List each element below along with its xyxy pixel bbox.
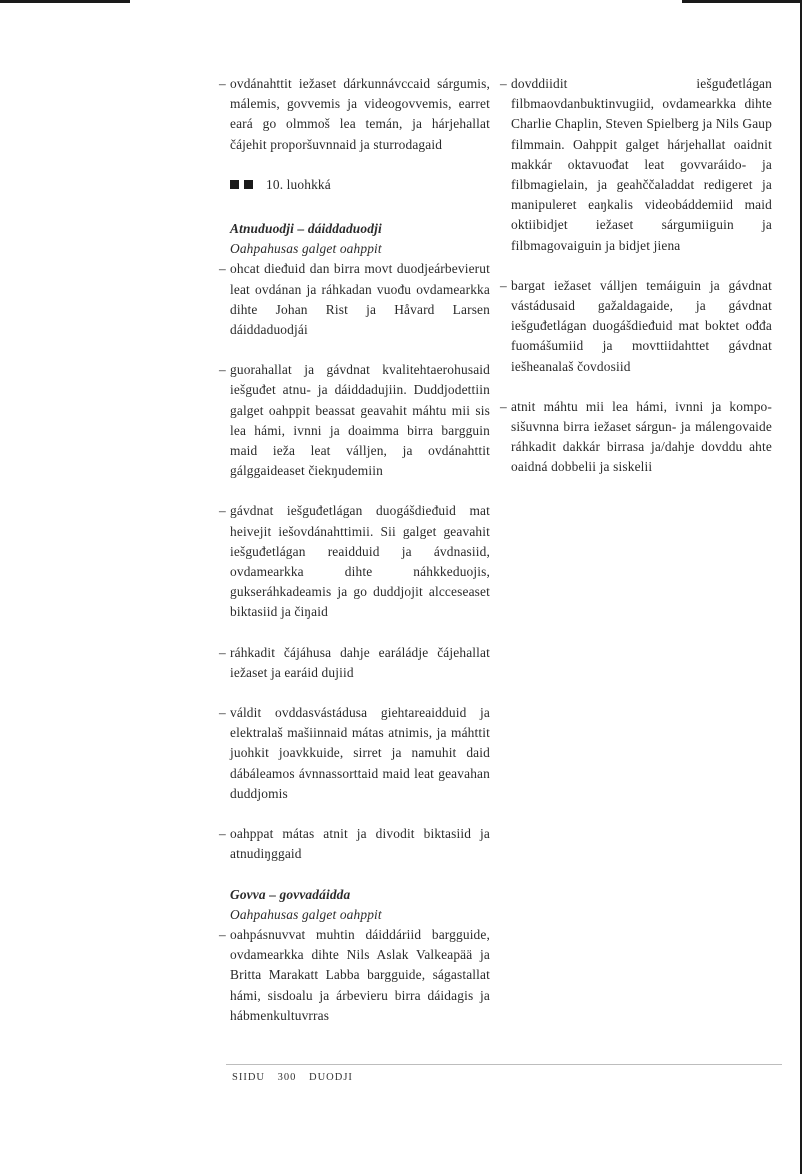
list-item-text: dovddiidit iešguđetlágan filbmaovdanbuktinvugiid, ovdamearkka dihte Charlie Chaplin, Steven Spielberg ja Nils Gaup filmmain. Oahppit galget hárjehallat oaidnit makkár oktavuođat leat govvaráido- ja filbmagielain, ja geahččaladdat redigeret ja manipuleret eaŋkalis videobáddemiid maid oktiibidjet iežaset sárgumiiguin ja filbmagovaiguin ja bidjet jiena [511,76,772,253]
page-footer [232,1072,362,1083]
dash-bullet: – [219,644,226,660]
dash-bullet: – [500,277,507,293]
list-item-text: ovdánahttit iežaset dárkunnávccaid sárgumis, málemis, govvemis ja videogovvemis, earret eará go olmmoš lea temán, ja hárjehallat čájehit proporšuvnnaid ja sturrodagaid [230,76,490,152]
list-item-text: atnit máhtu mii lea hámi, ivnni ja kompo-sišuvnna birra iežaset sárgun- ja málengovaide ráhkadit dakkár birrasa ja/dahje dovddu ahte oaidná dobbelii ja siskelii [511,398,772,475]
section-header [230,175,490,195]
list-item [219,703,490,804]
dash-bullet: – [500,76,507,91]
list-item [219,360,490,481]
dash-bullet: – [219,926,226,942]
list-item [500,74,772,256]
subsection-heading: Atnuduodji – dáiddaduodji [230,221,382,237]
list-item-text: ohcat dieđuid dan birra movt duodjeárbevierut leat ovdánan ja ráhkadan vuođu ovdamearkka dihte Johan Rist ja Håvard Larsen dáiddaduodjái [230,261,490,338]
dash-bullet: – [219,261,226,277]
list-item [219,925,490,1026]
dash-bullet: – [219,705,226,721]
section-label: 10. luohkká [266,176,331,192]
subsection-subheading: Oahpahusas galget oahppit [230,906,382,922]
square-bullet-icon [230,180,239,189]
left-column [219,74,490,1046]
list-item-text: bargat iežaset válljen temáiguin ja gávdnat vástádusaid gažaldagaide, ja gávdnat iešguđetlágan duogášdieđuid mat boktet ođđa fuomášumiid ja movttiidahttet gávdnat iešheanalaš čovdosiid [511,277,772,374]
square-bullet-icon [244,180,253,189]
list-item [219,824,490,864]
list-item [219,74,490,155]
list-item [500,276,772,377]
footer-chapter: DUODJI [309,1072,353,1083]
list-item-text: guorahallat ja gávdnat kvalitehtaerohusaid iešguđet atnu- ja dáiddadujiin. Duddjodettiin galget oahppit beassat geavahit máhtu mii sis lea hámi, ivnni ja doaimma birra bargguin maid ieža leat válljen, ja ovdánahttit gálggaideaset čiekŋudemiin [230,362,490,479]
list-item-text: oahppat mátas atnit ja divodit biktasiid ja atnudiŋggaid [230,826,490,862]
dash-bullet: – [219,826,226,842]
dash-bullet: – [219,362,226,378]
top-edge-mark-right [682,0,802,3]
footer-section: SIIDU [232,1072,265,1083]
subsection-subheading: Oahpahusas galget oahppit [230,241,382,257]
footer-page-number: 300 [277,1072,297,1083]
subsection-heading: Govva – govvadáidda [230,886,351,902]
list-item-text: oahpásnuvvat muhtin dáiddáriid bargguide, ovdamearkka dihte Nils Aslak Valkeapää ja Britta Marakatt Labba bargguide, ságastallat hámi, sisdoalu ja árbevieru birra dáidagis ja hábmenkultuvrras [230,926,490,1023]
list-item [219,643,490,683]
list-item-text: ráhkadit čájáhusa dahje earáládje čájehallat iežaset ja earáid dujiid [230,644,490,680]
list-item-text: váldit ovddasvástádusa giehtareaidduid ja elektralaš mašiinnaid mátas atnimis, ja máhttit juohkit joavkkuide, sirret ja namuhit daid dábáleamos ávnnassorttaid maid leat geavahan duddjomis [230,705,490,801]
dash-bullet: – [219,503,226,519]
right-column [500,74,772,498]
top-edge-mark-left [0,0,130,3]
list-item [219,259,490,340]
list-item [219,501,490,622]
list-item-text: gávdnat iešguđetlágan duogášdieđuid mat heivejit iešovdánahttimii. Sii galget geavahit iešguđetlágan reaidduid ja ávdnasiid, ovdamearkka dihte náhkkeduojis, gukseráhkadeamis ja go duddjojit alcceseaset biktasiid ja čiŋaid [230,503,490,620]
dash-bullet: – [219,76,226,91]
dash-bullet: – [500,398,507,414]
footer-rule [226,1064,782,1065]
list-item [500,397,772,478]
